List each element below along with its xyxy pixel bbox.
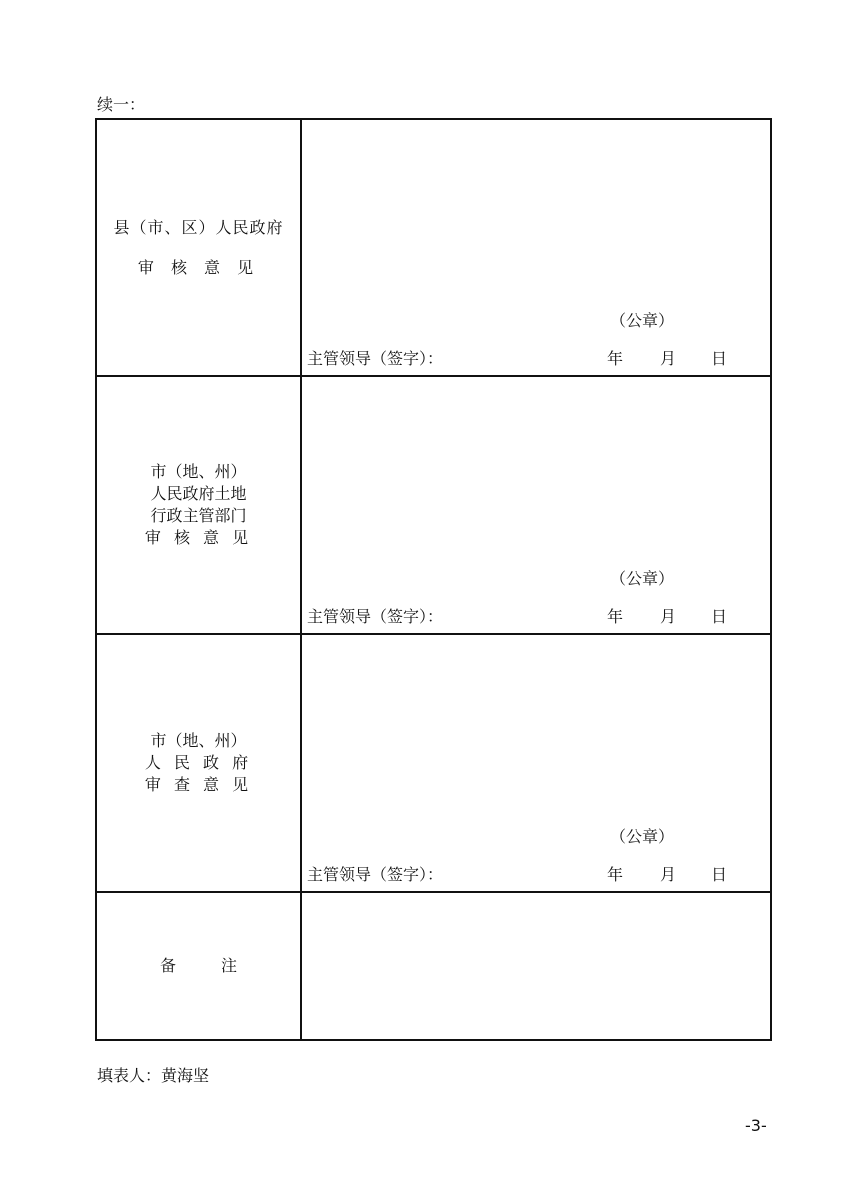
county-review-row [96,119,771,376]
remarks-content [301,892,771,1040]
county-review-label [96,119,301,376]
date-month-label: 月 [660,607,677,626]
date-day-label: 日 [711,607,728,626]
date-day-label: 日 [711,349,728,368]
label-line: 人 民 政 府 [144,753,253,772]
city-land-review-label [96,376,301,634]
date-year-label: 年 [607,865,624,884]
date-month-label: 月 [660,349,677,368]
city-government-review-content [301,634,771,892]
page-number: -3- [745,1116,767,1135]
remarks-row [96,892,771,1040]
label-line: 县（市、区）人民政府 [113,217,284,237]
city-land-review-content [301,376,771,634]
city-government-review-row [96,634,771,892]
city-government-review-label [96,634,301,892]
date-day-label: 日 [711,865,728,884]
date-month-label: 月 [660,865,677,884]
label-line: 市（地、州） [150,462,247,481]
label-line: 审 核 意 见 [144,528,253,547]
signature-label: 主管领导（签字）： [307,349,444,368]
remarks-label [96,892,301,1040]
label-line: 审 核 意 见 [137,257,260,277]
label-line: 市（地、州） [150,731,247,750]
label-line: 行政主管部门 [150,506,247,525]
label-line: 人民政府土地 [150,484,247,503]
label-line: 备 注 [159,956,258,975]
continued-label: 续一： [97,95,146,114]
form-filler: 填表人：黄海坚 [97,1066,210,1085]
date-year-label: 年 [607,607,624,626]
signature-label: 主管领导（签字）： [307,607,444,626]
official-seal-text: （公章） [609,311,674,330]
signature-label: 主管领导（签字）： [307,865,444,884]
review-form-table [95,118,772,1041]
city-land-review-row [96,376,771,634]
official-seal-text: （公章） [609,569,674,588]
label-line: 审 查 意 见 [144,775,253,794]
official-seal-text: （公章） [609,827,674,846]
county-review-content [301,119,771,376]
date-year-label: 年 [607,349,624,368]
